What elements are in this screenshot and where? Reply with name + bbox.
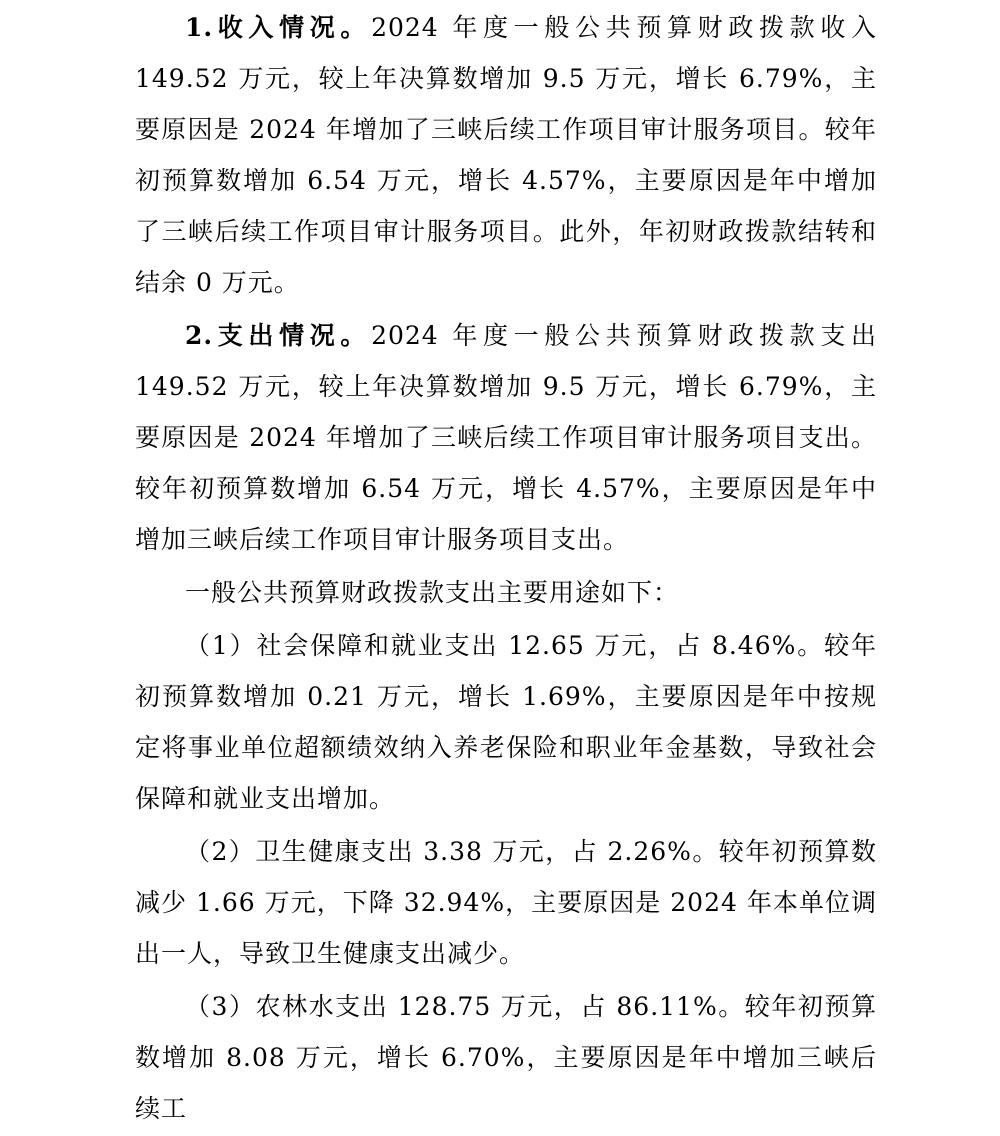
income-heading: 1.收入情况。	[185, 13, 372, 42]
agriculture-text: （3）农林水支出 128.75 万元，占 86.11%。较年初预算数增加 8.08 万元，增长 6.70%，主要原因是年中增加三峡后续工	[135, 992, 877, 1123]
health-paragraph	[135, 826, 877, 979]
usage-intro-text: 一般公共预算财政拨款支出主要用途如下：	[185, 578, 680, 607]
health-text: （2）卫生健康支出 3.38 万元，占 2.26%。较年初预算数减少 1.66 万元，下降 32.94%，主要原因是 2024 年本单位调出一人，导致卫生健康支出减少。	[135, 837, 877, 968]
expenditure-paragraph	[135, 310, 877, 565]
income-paragraph	[135, 0, 877, 308]
usage-intro-paragraph	[135, 567, 877, 618]
income-text: 2024 年度一般公共预算财政拨款收入 149.52 万元，较上年决算数增加 9.5 万元，增长 6.79%，主要原因是 2024 年增加了三峡后续工作项目审计服务项目。较年初预算数增加 6.54 万元，增长 4.57%，主要原因是年中增加了三峡后续工作项目审计服务项目。此外，年初财政拨款结转和结余 0 万元。	[135, 13, 877, 297]
expenditure-heading: 2.支出情况。	[185, 321, 372, 350]
agriculture-paragraph	[135, 981, 877, 1134]
expenditure-text: 2024 年度一般公共预算财政拨款支出 149.52 万元，较上年决算数增加 9.5 万元，增长 6.79%，主要原因是 2024 年增加了三峡后续工作项目审计服务项目支出。较年初预算数增加 6.54 万元，增长 4.57%，主要原因是年中增加三峡后续工作项目审计服务项目支出。	[135, 321, 877, 554]
social-security-paragraph	[135, 620, 877, 824]
social-security-text: （1）社会保障和就业支出 12.65 万元，占 8.46%。较年初预算数增加 0.21 万元，增长 1.69%，主要原因是年中按规定将事业单位超额绩效纳入养老保险和职业年金基数，导致社会保障和就业支出增加。	[135, 631, 877, 813]
document-page	[135, 0, 877, 1136]
